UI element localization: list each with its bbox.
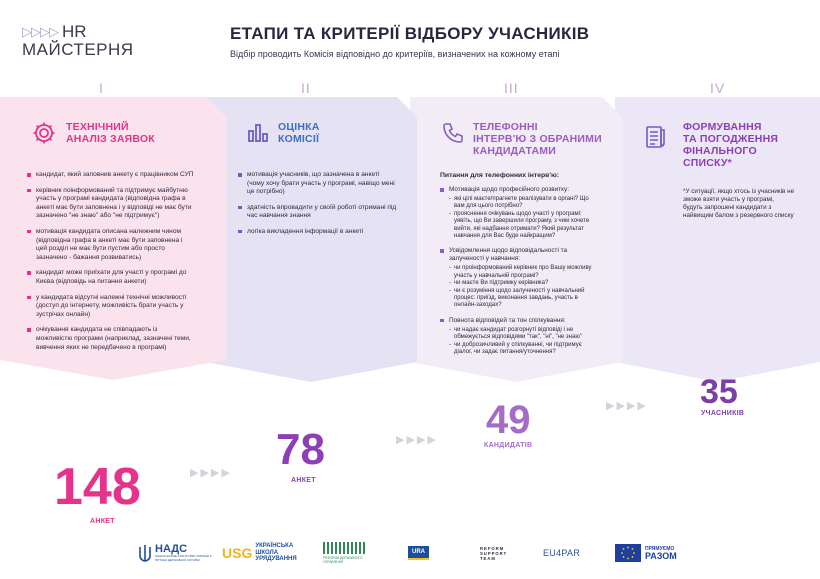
document-list-icon — [644, 125, 668, 149]
usg-line: УКРАЇНСЬКА — [255, 543, 294, 550]
bar-chart-icon — [246, 121, 270, 145]
usg-line: ШКОЛА — [255, 549, 279, 556]
rdu-text: РЕФОРМИ ДЕРЖАВНОГО УПРАВЛІННЯ — [323, 556, 363, 564]
pryamo-top: ПРЯМУЄМО — [645, 545, 675, 552]
question-group: Усвідомлення щодо відповідальності та залученості у навчання: — [440, 247, 598, 263]
partner-nads-logo — [138, 541, 220, 565]
stage-2-heading — [278, 121, 320, 145]
stage-numeral-3: III — [504, 80, 519, 96]
list-item: мотивація учасників, що зазначена в анкеті (чому хочу брати участь у програмі, навіщо мені це потрібно) — [238, 171, 398, 197]
eu-flag-icon — [615, 544, 641, 562]
logo-hr: HR — [62, 22, 87, 41]
stage-1-heading-line: ТЕХНІЧНИЙ — [66, 121, 129, 133]
list-item: у кандидата відсутні належні технічні можливості (доступ до інтернету, можливість брати участь у зустрічах онлайн) — [27, 294, 195, 320]
count-applications: 148 — [54, 458, 141, 516]
stage-1-criteria-list — [27, 171, 195, 359]
phone-icon — [441, 121, 465, 145]
chevron-right-icon: ▶▶▶▶ — [606, 400, 648, 412]
count-reviewed: 78 — [276, 425, 325, 474]
count-candidates-label: КАНДИДАТІВ — [484, 442, 533, 449]
eu4par-text: EU4PAR — [543, 548, 581, 558]
question-sub: - які цілі маєте/прагнете реалізувати в органі? Що вам для цього потрібно? — [440, 196, 598, 211]
rst-text — [480, 546, 507, 561]
stage-3-heading-line: ТЕЛЕФОННІ — [473, 121, 538, 133]
count-candidates: 49 — [486, 398, 531, 442]
trident-icon — [138, 544, 152, 562]
question-sub: - чи маєте Ви підтримку керівника? — [440, 280, 598, 287]
usg-line: УРЯДУВАННЯ — [255, 556, 297, 563]
stage-4-heading-line: ФІНАЛЬНОГО — [683, 145, 757, 157]
logo — [22, 22, 132, 60]
stage-4-heading-line: СПИСКУ* — [683, 157, 732, 169]
page-title: ЕТАПИ ТА КРИТЕРІЇ ВІДБОРУ УЧАСНИКІВ — [230, 24, 590, 43]
stage-3-heading — [473, 121, 602, 157]
stripes-icon — [323, 542, 367, 554]
list-item: очікування кандидата не співпадають із можливістю програми (наприклад, зазначені теми, вивчення яких не передбачено в програмі) — [27, 326, 195, 352]
questions-intro: Питання для телефонних інтерв'ю: — [440, 172, 560, 179]
stage-4-heading — [683, 121, 778, 169]
rst-line: TEAM — [480, 555, 496, 561]
partner-rdu-logo — [323, 541, 381, 565]
logo-name: МАЙСТЕРНЯ — [22, 40, 134, 59]
chevron-right-icon: ▶▶▶▶ — [396, 434, 438, 446]
stage-2-heading-line: КОМІСІЇ — [278, 133, 320, 145]
nads-subtitle: НАЦІОНАЛЬНЕ АГЕНТСТВО УКРАЇНИ З ПИТАНЬ ДЕРЖАВНОЇ СЛУЖБИ — [155, 554, 212, 562]
partner-eu-logo — [615, 541, 695, 565]
logo-arrows-icon: ▷▷▷▷ — [22, 24, 58, 39]
ura-mark: URA — [408, 546, 429, 560]
rst-line: REFORM — [480, 545, 505, 551]
count-applications-label: АНКЕТ — [90, 518, 115, 525]
partner-ura-logo — [408, 541, 438, 565]
usg-mark: USG — [222, 545, 253, 561]
stage-numeral-4: IV — [710, 80, 726, 96]
question-sub: - чи надає кандидат розгорнуті відповіді і не обмежується відповідями "так", "ні", "не знаю" — [440, 327, 598, 342]
question-group: Мотивація щодо професійного розвитку: — [440, 186, 598, 194]
usg-text — [255, 543, 296, 563]
stage-1-heading-line: АНАЛІЗ ЗАЯВОК — [66, 133, 155, 145]
count-participants: 35 — [700, 373, 738, 411]
stage-3-heading-line: ІНТЕРВ'Ю З ОБРАНИМИ — [473, 133, 602, 145]
list-item: логіка викладення інформації в анкеті — [238, 228, 398, 237]
list-item: кандидат, який заповнив анкету є працівником СУП — [27, 171, 195, 180]
list-item: здатність впровадити у своїй роботі отримані під час навчання знання — [238, 204, 398, 221]
question-group: Повнота відповідей та тон спілкування: — [440, 317, 598, 325]
stage-2-heading-line: ОЦІНКА — [278, 121, 320, 133]
stage-4-heading-line: ТА ПОГОДЖЕННЯ — [683, 133, 779, 145]
stage-3-questions — [440, 172, 598, 357]
list-item: кандидат може приїхати для участі у програмі до Києва (відповідь на питання анкети) — [27, 269, 195, 286]
stage-4-heading-line: ФОРМУВАННЯ — [683, 121, 762, 133]
stage-1-heading — [66, 121, 155, 145]
stage-2-criteria-list — [238, 171, 398, 244]
gear-icon — [32, 121, 56, 145]
list-item: керівник поінформований та підтримує майбутню участь у програмі кандидата (відповідна графа в анкеті має бути заповнена і у відповіді не має бути зазначено "не знаю" або "не підтримує") — [27, 187, 195, 221]
question-sub: - чи доброзичливий у спілкуванні, чи підтримує діалог, чи задає питання/уточнення? — [440, 342, 598, 357]
partner-usg-logo — [222, 541, 302, 565]
list-item: мотивація кандидата описана належним чином (відповідна графа в анкеті має бути заповнена і цей розділ не має бути пустим або просто зазначено - бажання розвиватись) — [27, 228, 195, 262]
partner-eu4par-logo — [543, 541, 593, 565]
stage-numeral-2: II — [301, 80, 311, 96]
stage-numeral-1: I — [99, 80, 104, 96]
chevron-right-icon: ▶▶▶▶ — [190, 467, 232, 479]
question-sub: - чи проінформований керівник про Вашу можливу участь у навчальній програмі? — [440, 265, 598, 280]
count-participants-label: УЧАСНИКІВ — [701, 410, 745, 417]
question-sub: - чи є розуміння щодо залученості у навчальний процес: приїзд, виконання завдань, участь в онлайн-заходах? — [440, 288, 598, 310]
page-subtitle: Відбір проводить Комісія відповідно до критеріїв, визначених на кожному етапі — [230, 49, 560, 59]
partner-rst-logo — [480, 541, 520, 565]
stage-3-heading-line: КАНДИДАТАМИ — [473, 145, 556, 157]
stage-4-note: *У ситуації, якщо хтось із учасників не зможе взяти участь у програмі, будуть запрошені кандидати з найвищим балом з резервного списку — [683, 188, 795, 219]
rst-line: SUPPORT — [480, 550, 508, 556]
question-sub: - прояснення очікувань щодо участі у програмі: уявіть, що Ви завершили програму, з чим хочете вийти, які надбання отримати? Який результат навчання для Вас буде найкращим? — [440, 211, 598, 241]
pryamo-bottom: РАЗОМ — [645, 550, 677, 561]
nads-name: НАДС — [155, 543, 188, 555]
count-reviewed-label: АНКЕТ — [291, 477, 316, 484]
